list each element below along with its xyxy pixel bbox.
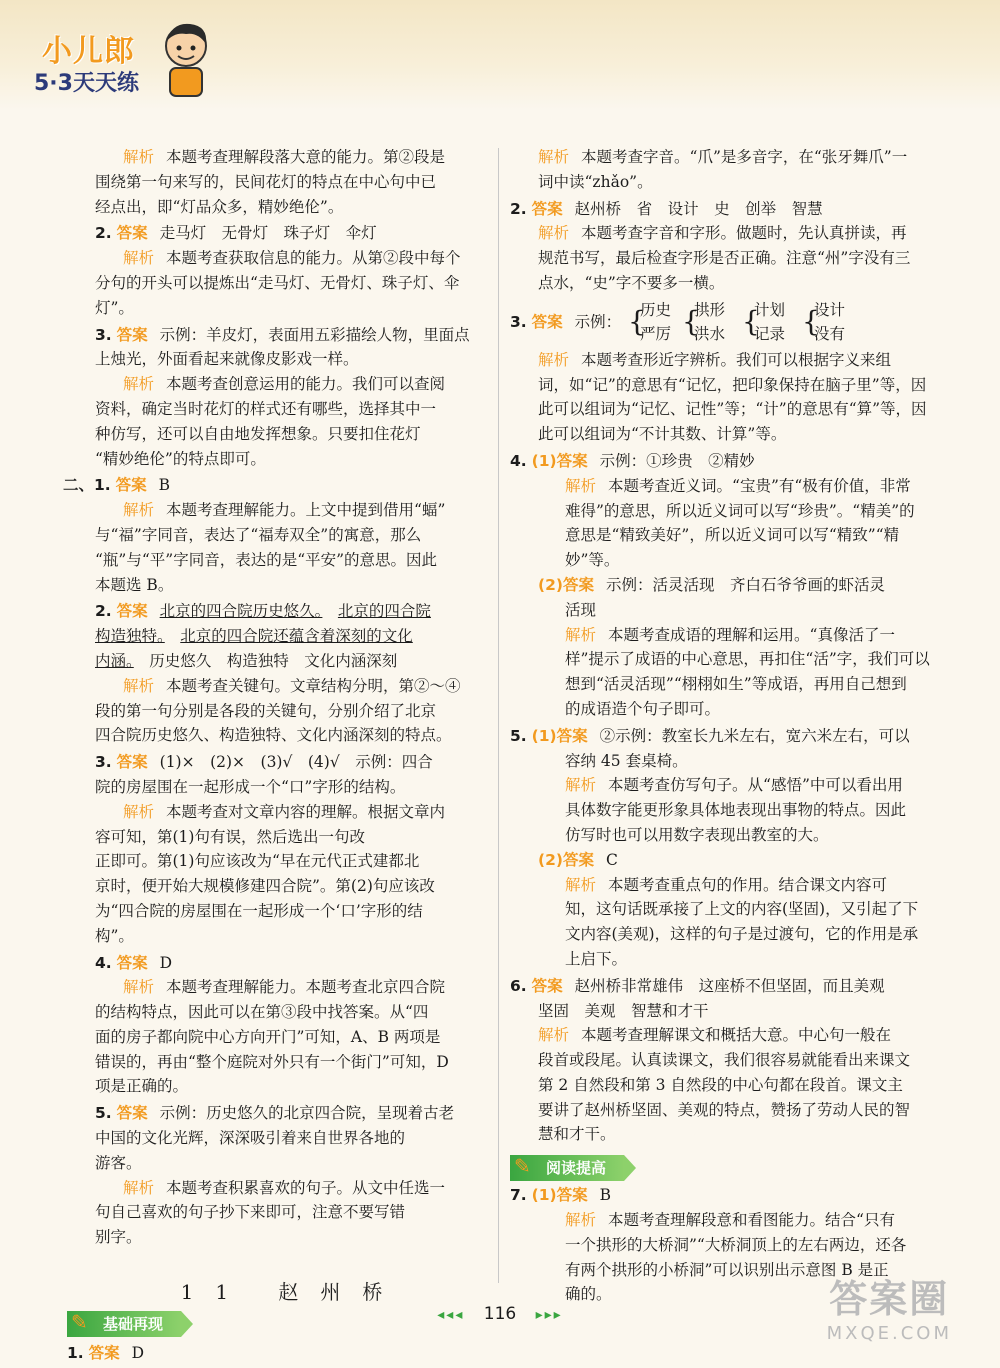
series-title: 5·3天天练 (34, 71, 139, 96)
right-question-5: 5. (1)答案 ②示例：教室长九米左右，宽六米左右，可以 容纳 45 套桌椅。 解析 本题考查仿写句子。从“感悟”中可以看出用 具体数字能更形象具体地表现出事物的特点。因此 仿写时也可以用数字表现出教室的大。 (2)答案 C 解析 本题考查重点句的作用。结合课文内容可 知，这句话既承接了上文的内容(坚固)，又引起了下 文内容(美观)，这样的句子是过渡句，它的作用是承 上启下。 (510, 726, 919, 968)
lesson-title: 11 赵州桥 (180, 1280, 405, 1305)
brand-logo (28, 20, 218, 110)
mascot-icon (158, 20, 214, 100)
question-2: 2. 答案 走马灯 无骨灯 珠子灯 伞灯 解析 本题考查获取信息的能力。从第②段中每个 分句的开头可以提炼出“走马灯、无骨灯、珠子灯、伞 灯”。 (95, 224, 461, 317)
pen-icon: ✎ (71, 1309, 88, 1334)
analysis-block: 解析 本题考查理解段落大意的能力。第②段是 围绕第一句来写的，民间花灯的特点在中心句中已 经点出，即“灯品众多，精妙绝伦”。 (95, 148, 446, 216)
right-question-6: 6. 答案 赵州桥非常雄伟 这座桥不但坚固，而且美观 坚固 美观 智慧和才干 解析 本题考查理解课文和概括大意。中心句一般在 段首或段尾。认真读课文，我们很容易就能看出来课文 第 2 自然段和第 3 自然段的中心句都在段首。课文主 要讲了赵州桥坚固、美观的特点，赞扬了劳动人民的智 慧和才干。 (510, 976, 911, 1144)
brand-title: 小儿郎 (42, 34, 135, 69)
section2-question-5: 5. 答案 示例：历史悠久的北京四合院，呈现着古老 中国的文化光辉，深深吸引着来自世界各地的 游客。 解析 本题考查积累喜欢的句子。从文中任选一 句自己喜欢的句子抄下来即可，注意不要写错 别字。 (95, 1104, 455, 1247)
section2-question-3: 3. 答案 (1)× (2)× (3)√ (4)√ 示例：四合 院的房屋围在一起形成一个“口”字形的结构。 解析 本题考查对文章内容的理解。根据文章内 容可知，第(1)句有误，然后选出一句改 正即可。第(1)句应该改为“早在元代正式建都北 京时，便开始大规模修建四合院”。第(2)句应该改 为“四合院的房屋围在一起形成一个‘口’字形的结 构”。 (95, 753, 446, 945)
right-column (510, 145, 935, 1309)
section-band-reading: ✎ 阅读提高 (510, 1155, 935, 1181)
section-band-basic: ✎ 基础再现 (67, 1311, 490, 1337)
brace-icon: { (742, 304, 760, 338)
right-question-3: 3. 答案 示例： { 历史 严厉 { 拱形 洪水 { 计划 记录 { 设计 没有 解析 本题考查形近字辨析。我们可以根据字义来组 词，如“记”的意思有“记忆，把印象保持在脑子里”等，因 此可以组词为“记忆、记性”等；“计”的意思有“算”等，因 此可以组词为“不计其数、计算”等。 (510, 298, 935, 447)
analysis-block-r1: 解析 本题考查字音。“爪”是多音字，在“张牙舞爪”一 词中读“zhǎo”。 (538, 148, 908, 191)
pen-icon: ✎ (514, 1154, 531, 1179)
right-question-2: 2. 答案 赵州桥 省 设计 史 创举 智慧 解析 本题考查字音和字形。做题时，先认真拼读，再 规范书写，最后检查字形是否正确。注意“州”字没有三 点水，“史”字不要多一横。 (510, 199, 911, 292)
prev-arrows-icon: ◂◂◂ (437, 1307, 465, 1323)
next-arrows-icon: ▸▸▸ (535, 1307, 563, 1323)
right-question-4: 4. (1)答案 示例：①珍贵 ②精妙 解析 本题考查近义词。“宝贵”有“极有价值，非常 难得”的意思，所以近义词可以写“珍贵”。“精美”的 意思是“精致美好”，所以近义词可以写“精致”“精 妙”等。 (2)答案 示例：活灵活现 齐白石爷爷画的虾活灵 活现 解析 本题考查成语的理解和运用。“真像活了一 样”提示了成语的中心意思，再扣住“活”字，我们可以 想到“活灵活现”“栩栩如生”等成语，再用自己想到 的成语造个句子即可。 (510, 451, 930, 718)
brace-icon: { (682, 304, 700, 338)
brace-icon: { (628, 304, 646, 338)
section2-question-4: 4. 答案 D 解析 本题考查理解能力。本题考查北京四合院 的结构特点，因此可以在第③段中找答案。从“四 面的房子都向院中心方向开门”可知，A、B 两项是 错误的，再由“整个庭院对外只有一个街门”可知，D 项是正确的。 (95, 953, 449, 1096)
section2-question-1: 二、1. 答案 B 解析 本题考查理解能力。上文中提到借用“蝠” 与“福”字同音，表达了“福寿双全”的寓意，那么 “瓶”与“平”字同音，表达的是“平安”的意思。因此 本题选 B。 (63, 476, 446, 594)
section2-question-2: 2. 答案 北京的四合院历史悠久。 北京的四合院 构造独特。 北京的四合院还蕴含着深刻的文化 内涵。 历史悠久 构造独特 文化内涵深刻 解析 本题考查关键句。文章结构分明，第②～④ 段的第一句分别是各段的关键句，分别介绍了北京 四合院历史悠久、构造独特、文化内涵深刻的特点。 (95, 602, 461, 745)
question-3: 3. 答案 示例：羊皮灯，表面用五彩描绘人物，里面点 上烛光，外面看起来就像皮影戏一样。 解析 本题考查创意运用的能力。我们可以查阅 资料，确定当时花灯的样式还有哪些，选择其中一 种仿写，还可以自由地发挥想象。只要扣住花灯 “精妙绝伦”的特点即可。 (95, 325, 470, 468)
left-column (63, 145, 490, 1368)
lesson-question-1: 1. 答案 D (67, 1343, 145, 1362)
right-question-7: 7. (1)答案 B 解析 本题考查理解段意和看图能力。结合“只有 一个拱形的大桥洞”“大桥洞顶上的左右两边，还各 有两个拱形的小桥洞”可以识别出示意图 B 是正 确的。 (510, 1186, 907, 1304)
column-divider (498, 148, 499, 1283)
brace-icon: { (802, 304, 820, 338)
page-number: 116 (483, 1304, 517, 1324)
watermark: 答案圈 MXQE.COM (826, 1277, 952, 1344)
